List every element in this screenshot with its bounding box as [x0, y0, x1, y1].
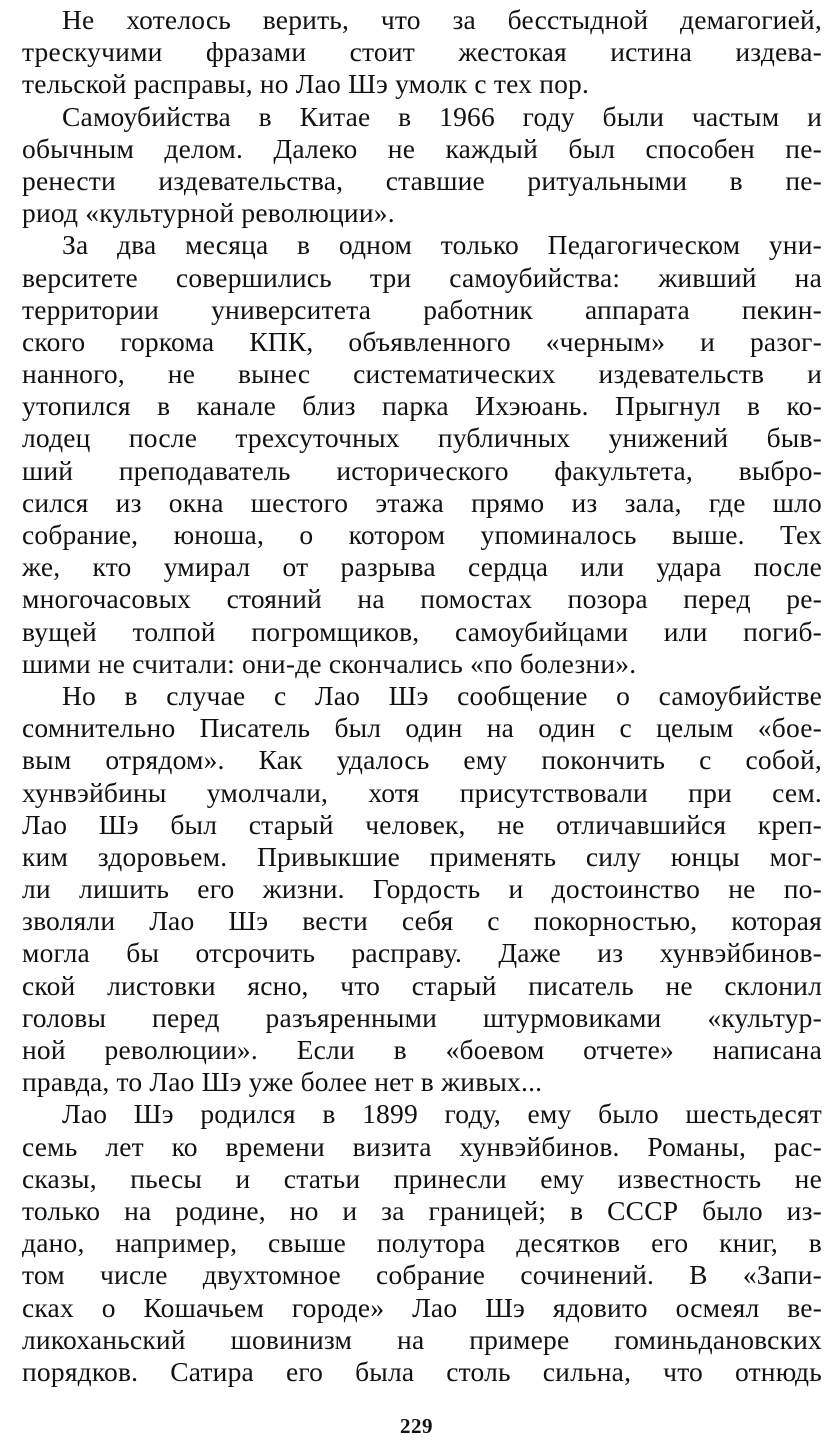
text-line: правда, то Лао Шэ уже более нет в живых...: [22, 1066, 543, 1098]
text-line: только на родине, но и за границей; в СССР было из-: [22, 1194, 822, 1226]
text-line: же, кто умирал от разрыва сердца или удара после: [22, 551, 822, 583]
text-line: ренести издевательства, ставшие ритуальными в пе-: [22, 164, 822, 196]
text-line: многочасовых стояний на помостах позора перед ре-: [22, 583, 822, 615]
text-line: хунвэйбины умолчали, хотя присутствовали при сем.: [22, 776, 822, 808]
text-line: ким здоровьем. Привыкшие применять силу юнцы мог-: [22, 840, 822, 872]
text-line: вущей толпой погромщиков, самоубийцами или погиб-: [22, 615, 822, 647]
text-line: верситете совершились три самоубийства: живший на: [22, 261, 822, 293]
text-line: могла бы отсрочить расправу. Даже из хунвэйбинов-: [22, 937, 822, 969]
text-line: семь лет ко времени визита хунвэйбинов. Романы, рас-: [22, 1130, 822, 1162]
text-line: лодец после трехсуточных публичных унижений быв-: [22, 422, 822, 454]
text-line: Самоубийства в Китае в 1966 году были частым и: [62, 100, 822, 132]
page-text: [22, 4, 822, 1388]
text-line: вым отрядом». Как удалось ему покончить с собой,: [22, 744, 822, 776]
text-line: сился из окна шестого этажа прямо из зала, где шло: [22, 486, 822, 518]
text-line: сомнительно Писатель был один на один с целым «бое-: [22, 712, 822, 744]
text-line: сках о Кошачьем городе» Лао Шэ ядовито осмеял ве-: [22, 1291, 822, 1323]
text-line: порядков. Сатира его была столь сильна, что отнюдь: [22, 1355, 822, 1387]
text-line: том числе двухтомное собрание сочинений. В «Запи-: [22, 1259, 822, 1291]
text-line: ской листовки ясно, что старый писатель не склонил: [22, 969, 822, 1001]
text-line: тельской расправы, но Лао Шэ умолк с тех пор.: [22, 68, 590, 100]
paragraph: [22, 680, 822, 1098]
paragraph: [22, 1098, 822, 1388]
text-line: Но в случае с Лао Шэ сообщение о самоубийстве: [62, 679, 822, 711]
text-line: ского горкома КПК, объявленного «черным» и разог-: [22, 325, 822, 357]
page-number: 229: [400, 1414, 433, 1438]
text-line: риод «культурной революции».: [22, 197, 395, 229]
text-line: нанного, не вынес систематических издевательств и: [22, 358, 822, 390]
text-line: зволяли Лао Шэ вести себя с покорностью, которая: [22, 905, 822, 937]
text-line: дано, например, свыше полутора десятков его книг, в: [22, 1227, 822, 1259]
text-line: собрание, юноша, о котором упоминалось выше. Тех: [22, 519, 822, 550]
text-line: ликоханьский шовинизм на примере гоминьдановских: [22, 1323, 822, 1355]
text-line: головы перед разъяренными штурмовиками «культур-: [22, 1001, 822, 1033]
text-line: Не хотелось верить, что за бесстыдной демагогией,: [62, 4, 822, 35]
text-line: территории университета работник аппарата пекин-: [22, 293, 822, 325]
text-line: трескучими фразами стоит жестокая истина издева-: [22, 36, 822, 68]
text-line: ший преподаватель исторического факультета, выбро-: [22, 454, 822, 486]
paragraph: [22, 4, 822, 101]
text-line: Лао Шэ родился в 1899 году, ему было шестьдесят: [62, 1098, 822, 1130]
text-line: шими не считали: они-де скончались «по болезни».: [22, 647, 637, 679]
text-line: обычным делом. Далеко не каждый был способен пе-: [22, 132, 822, 164]
text-line: За два месяца в одном только Педагогическом уни-: [62, 229, 822, 261]
text-line: Лао Шэ был старый человек, не отличавшийся креп-: [22, 808, 822, 840]
paragraph: [22, 101, 822, 230]
text-line: ли лишить его жизни. Гордость и достоинство не по-: [22, 873, 822, 905]
paragraph: [22, 229, 822, 680]
text-line: ной революции». Если в «боевом отчете» написана: [22, 1034, 822, 1065]
text-line: утопился в канале близ парка Ихэюань. Прыгнул в ко-: [22, 390, 822, 422]
text-line: сказы, пьесы и статьи принесли ему известность не: [22, 1162, 822, 1194]
